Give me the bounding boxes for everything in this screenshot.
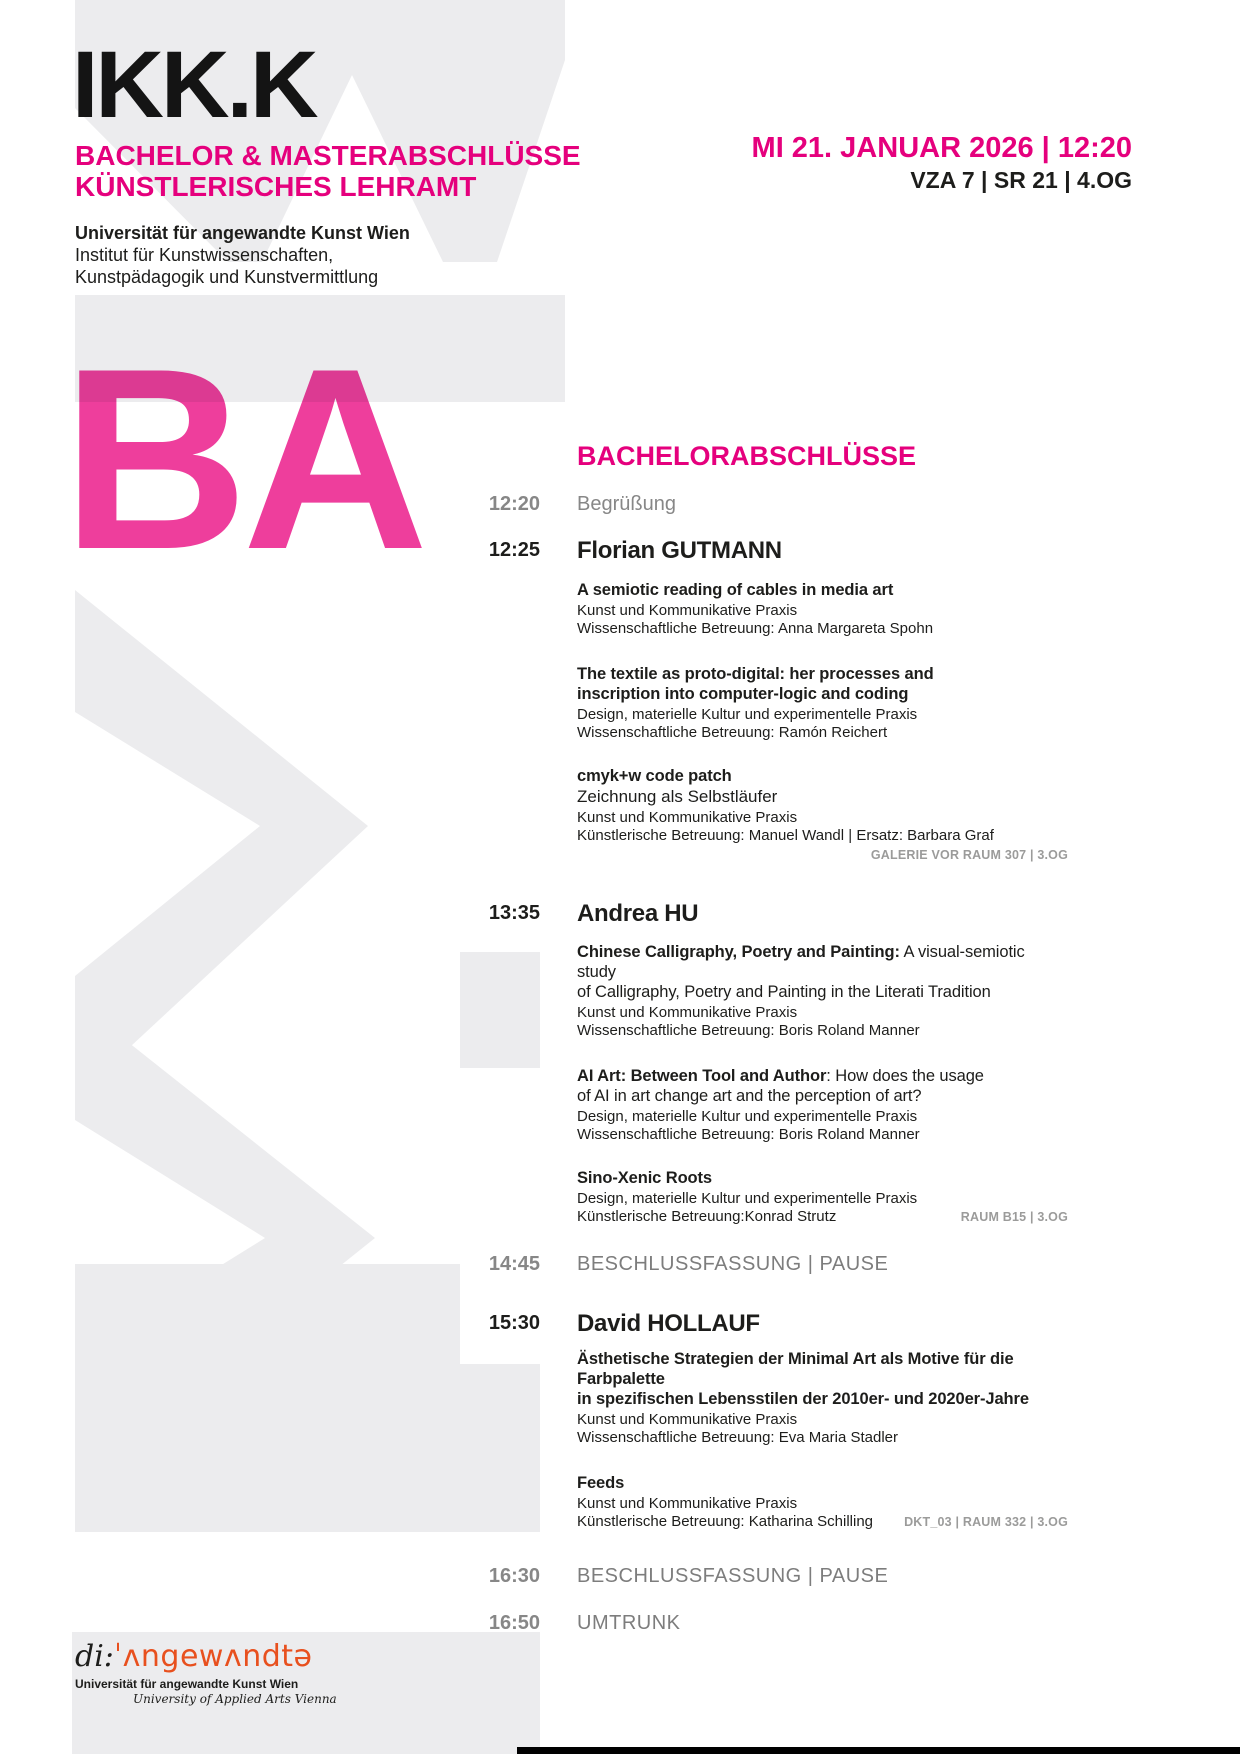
talk-supervision: Wissenschaftliche Betreuung: Boris Roland Manner (577, 1126, 920, 1143)
room-note: RAUM B15 | 3.OG (960, 1210, 1068, 1224)
talk-program: Design, materielle Kultur und experimentelle Praxis (577, 706, 918, 723)
talk-supervision: Wissenschaftliche Betreuung: Ramón Reichert (577, 724, 888, 741)
subtitle-line2: KÜNSTLERISCHES LEHRAMT (75, 171, 477, 202)
page-title: IKK.K (72, 32, 316, 138)
label-pause1: BESCHLUSSFASSUNG | PAUSE (577, 1253, 889, 1275)
talk-program: Kunst und Kommunikative Praxis (577, 602, 798, 619)
talk-calligraphy (577, 942, 1068, 1040)
speaker-name: David HOLLAUF (577, 1310, 760, 1337)
logo-ipa-black: di: (75, 1639, 114, 1674)
talk-title-line1: The textile as proto-digital: her processes and (577, 665, 934, 683)
talk-title-line2: of AI in art change art and the perception of art? (577, 1087, 922, 1105)
section-heading: BACHELORABSCHLÜSSE (577, 441, 917, 471)
talk-program: Kunst und Kommunikative Praxis (577, 1004, 798, 1021)
event-date-venue (752, 131, 1132, 195)
time-pause1: 14:45 (488, 1253, 540, 1275)
talk-title: Sino-Xenic Roots (577, 1169, 712, 1187)
talk-sino-xenic (577, 1168, 1068, 1226)
schedule-row-pause2 (440, 1564, 1068, 1588)
bottom-black-bar (517, 1747, 1240, 1754)
talk-title: Feeds (577, 1474, 625, 1492)
speaker-name: Andrea HU (577, 900, 699, 927)
page-subtitle (75, 140, 581, 202)
talk-title-bold: Chinese Calligraphy, Poetry and Painting: (577, 943, 900, 961)
label-pause2: BESCHLUSSFASSUNG | PAUSE (577, 1565, 889, 1587)
talk-supervision: Künstlerische Betreuung: Katharina Schilling (577, 1513, 874, 1530)
talk-title-regular: : How does the usage (826, 1067, 984, 1085)
talk-program: Design, materielle Kultur und experimentelle Praxis (577, 1190, 918, 1207)
schedule-row-begruessung (440, 492, 1068, 516)
org-institute-line2: Kunstpädagogik und Kunstvermittlung (75, 267, 379, 287)
org-institute-line1: Institut für Kunstwissenschaften, (75, 245, 334, 265)
ba-watermark-letters: BA (62, 314, 423, 603)
time-pause2: 16:30 (488, 1565, 540, 1587)
schedule-row-pause1 (440, 1252, 1068, 1276)
time-begruessung: 12:20 (488, 493, 540, 515)
talk-feeds (577, 1473, 1068, 1531)
talk-textile (577, 664, 1068, 742)
time-hollauf: 15:30 (488, 1312, 540, 1334)
block-behind-hollauf (75, 1264, 460, 1364)
room-note: GALERIE VOR RAUM 307 | 3.OG (870, 848, 1068, 862)
talk-title-line1: Ästhetische Strategien der Minimal Art als Motive für die Farbpalette (577, 1350, 1014, 1388)
schedule-row-hu (440, 901, 1068, 1226)
talk-program: Kunst und Kommunikative Praxis (577, 1495, 798, 1512)
logo-university-name-en: University of Applied Arts Vienna (133, 1692, 337, 1706)
talk-cmyk (577, 766, 1068, 862)
talk-program: Kunst und Kommunikative Praxis (577, 1411, 798, 1428)
subtitle-line1: BACHELOR & MASTERABSCHLÜSSE (75, 140, 581, 171)
talk-title: A semiotic reading of cables in media art (577, 581, 894, 599)
talk-supervision: Künstlerische Betreuung:Konrad Strutz (577, 1208, 837, 1225)
talk-title-regular: A visual-semiotic study (577, 943, 1025, 981)
schedule-row-gutmann (440, 538, 1068, 862)
talk-semiotic (577, 580, 1068, 638)
talk-supervision: Wissenschaftliche Betreuung: Anna Margareta Spohn (577, 620, 934, 637)
label-umtrunk: UMTRUNK (577, 1612, 681, 1634)
talk-supervision: Wissenschaftliche Betreuung: Eva Maria Stadler (577, 1429, 898, 1446)
talk-supervision: Wissenschaftliche Betreuung: Boris Roland Manner (577, 1022, 920, 1039)
speaker-name: Florian GUTMANN (577, 537, 782, 564)
room-note: DKT_03 | RAUM 332 | 3.OG (904, 1515, 1068, 1529)
left-chevron-1 (75, 590, 368, 1098)
event-date: MI 21. JANUAR 2026 | 12:20 (751, 132, 1132, 164)
time-umtrunk: 16:50 (488, 1612, 540, 1634)
label-begruessung: Begrüßung (577, 493, 676, 515)
talk-program: Kunst und Kommunikative Praxis (577, 809, 798, 826)
event-venue: VZA 7 | SR 21 | 4.OG (910, 167, 1132, 193)
angewandte-logo (75, 1640, 337, 1707)
organisation (75, 222, 410, 288)
talk-supervision: Künstlerische Betreuung: Manuel Wandl | Ersatz: Barbara Graf (577, 827, 994, 844)
schedule-row-hollauf (440, 1311, 1068, 1531)
time-hu: 13:35 (488, 902, 540, 924)
talk-title-line2: inscription into computer-logic and coding (577, 685, 909, 703)
talk-program: Design, materielle Kultur und experimentelle Praxis (577, 1108, 918, 1125)
talk-ai-art (577, 1066, 1068, 1144)
talk-title-line2: of Calligraphy, Poetry and Painting in the Literati Tradition (577, 983, 991, 1001)
logo-ipa-orange: ˈʌngewʌndtə (113, 1639, 313, 1674)
talk-title-bold: AI Art: Between Tool and Author (577, 1067, 827, 1085)
talk-title: cmyk+w code patch (577, 767, 732, 785)
talk-subtitle: Zeichnung als Selbstläufer (577, 787, 778, 806)
time-gutmann: 12:25 (488, 539, 540, 561)
talk-title-line2: in spezifischen Lebensstilen der 2010er- und 2020er-Jahre (577, 1390, 1029, 1408)
org-university: Universität für angewandte Kunst Wien (75, 223, 410, 243)
schedule-row-umtrunk (440, 1611, 1068, 1635)
logo-university-name-de: Universität für angewandte Kunst Wien (75, 1677, 299, 1691)
talk-minimal-art (577, 1349, 1068, 1447)
